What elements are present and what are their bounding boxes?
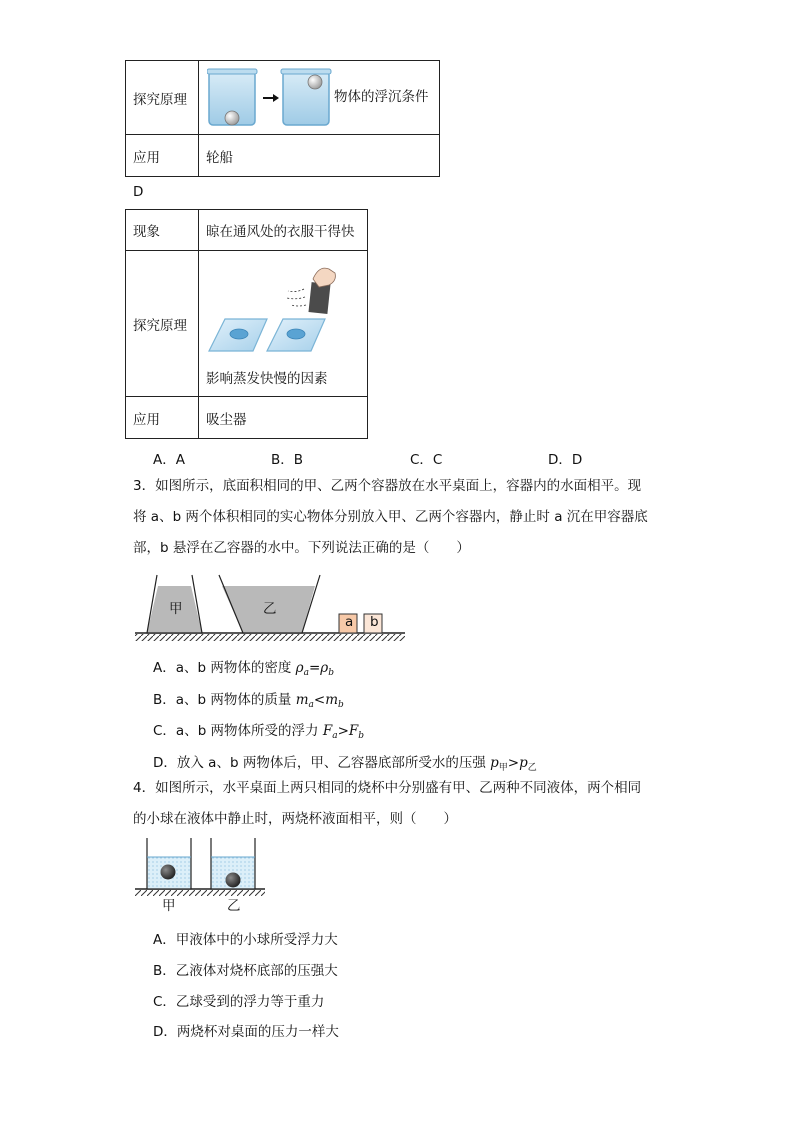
q3-option-d-text: D．放入 a、b 两物体后，甲、乙容器底部所受水的压强 — [153, 755, 486, 771]
m-a-symbol: m — [295, 692, 309, 708]
q3-fig-label-yi: 乙 — [263, 601, 277, 617]
table-d-label-phenomenon: 现象 — [126, 210, 199, 251]
q3-stem-line2: 将 a、b 两个体积相同的实心物体分别放入甲、乙两个容器内，静止时 a 沉在甲容器底 — [133, 509, 648, 525]
q3-option-c[interactable] — [153, 719, 364, 741]
relation-less: < — [313, 692, 326, 708]
rho-a-subscript: a — [303, 668, 309, 678]
f-a-subscript: a — [332, 731, 338, 741]
table-c-label-application: 应用 — [126, 135, 199, 177]
q2-option-d[interactable]: D．D — [548, 452, 583, 468]
f-a-symbol: F — [322, 723, 333, 739]
m-a-subscript: a — [308, 700, 314, 710]
q3-stem-line3: 部，b 悬浮在乙容器的水中。下列说法正确的是（ ） — [133, 540, 470, 556]
table-c-principle-text: 物体的浮沉条件 — [334, 89, 429, 105]
rho-b-symbol: ρ — [320, 660, 329, 676]
table-c-principle-cell — [199, 61, 440, 135]
beaker-float-illustration — [207, 67, 337, 129]
p-yi-symbol: p — [519, 755, 528, 771]
q4-option-c[interactable]: C．乙球受到的浮力等于重力 — [153, 994, 325, 1010]
q2-option-c[interactable]: C．C — [410, 452, 443, 468]
q2-option-b[interactable]: B．B — [271, 452, 304, 468]
m-b-subscript: b — [338, 700, 344, 710]
q3-fig-label-jia: 甲 — [169, 601, 183, 617]
f-b-symbol: F — [348, 723, 359, 739]
table-option-c — [125, 60, 440, 177]
table-d-label-application: 应用 — [126, 397, 199, 439]
q3-option-b[interactable] — [153, 688, 344, 710]
q4-stem-line1: 4．如图所示，水平桌面上两只相同的烧杯中分别盛有甲、乙两种不同液体，两个相同 — [133, 780, 642, 796]
q3-option-c-text: C．a、b 两物体所受的浮力 — [153, 723, 319, 739]
q3-stem-line1: 3．如图所示，底面积相同的甲、乙两个容器放在水平桌面上，容器内的水面相平。现 — [133, 478, 642, 494]
table-d-label-principle: 探究原理 — [126, 251, 199, 397]
q3-option-b-text: B．a、b 两物体的质量 — [153, 692, 292, 708]
p-jia-symbol: p — [490, 755, 499, 771]
table-option-d — [125, 209, 368, 439]
q4-option-a[interactable]: A．甲液体中的小球所受浮力大 — [153, 932, 338, 948]
table-d-phenomenon-text: 晾在通风处的衣服干得快 — [199, 210, 368, 251]
rho-a-symbol: ρ — [295, 660, 304, 676]
p-jia-subscript: 甲 — [498, 763, 508, 773]
q4-stem-line2: 的小球在液体中静止时，两烧杯液面相平，则（ ） — [133, 811, 457, 827]
q3-fig-label-a: a — [345, 614, 354, 630]
p-yi-subscript: 乙 — [527, 763, 537, 773]
m-b-symbol: m — [325, 692, 339, 708]
q2-option-a[interactable]: A．A — [153, 452, 185, 468]
table-c-label-principle: 探究原理 — [126, 61, 199, 135]
q3-fig-label-b: b — [370, 614, 379, 630]
q4-fig-label-jia: 甲 — [162, 898, 176, 914]
q3-option-a-text: A．a、b 两物体的密度 — [153, 660, 292, 676]
table-d-principle-text: 影响蒸发快慢的因素 — [206, 371, 328, 387]
table-d-application-text: 吸尘器 — [199, 397, 368, 439]
q3-option-d[interactable] — [153, 751, 537, 773]
table-d-principle-cell — [199, 251, 368, 397]
relation-greater: > — [507, 755, 520, 771]
option-d-label: D — [133, 184, 144, 200]
f-b-subscript: b — [358, 731, 365, 741]
rho-b-subscript: b — [328, 668, 334, 678]
q4-option-b[interactable]: B．乙液体对烧杯底部的压强大 — [153, 963, 338, 979]
q4-fig-label-yi: 乙 — [227, 898, 241, 914]
evaporation-illustration — [203, 259, 363, 359]
table-c-application-text: 轮船 — [199, 135, 440, 177]
relation-equal: = — [308, 660, 321, 676]
q4-beakers-figure — [135, 836, 270, 898]
q3-option-a[interactable] — [153, 656, 334, 678]
q4-option-d[interactable]: D．两烧杯对桌面的压力一样大 — [153, 1024, 339, 1040]
relation-greater: > — [337, 723, 349, 739]
